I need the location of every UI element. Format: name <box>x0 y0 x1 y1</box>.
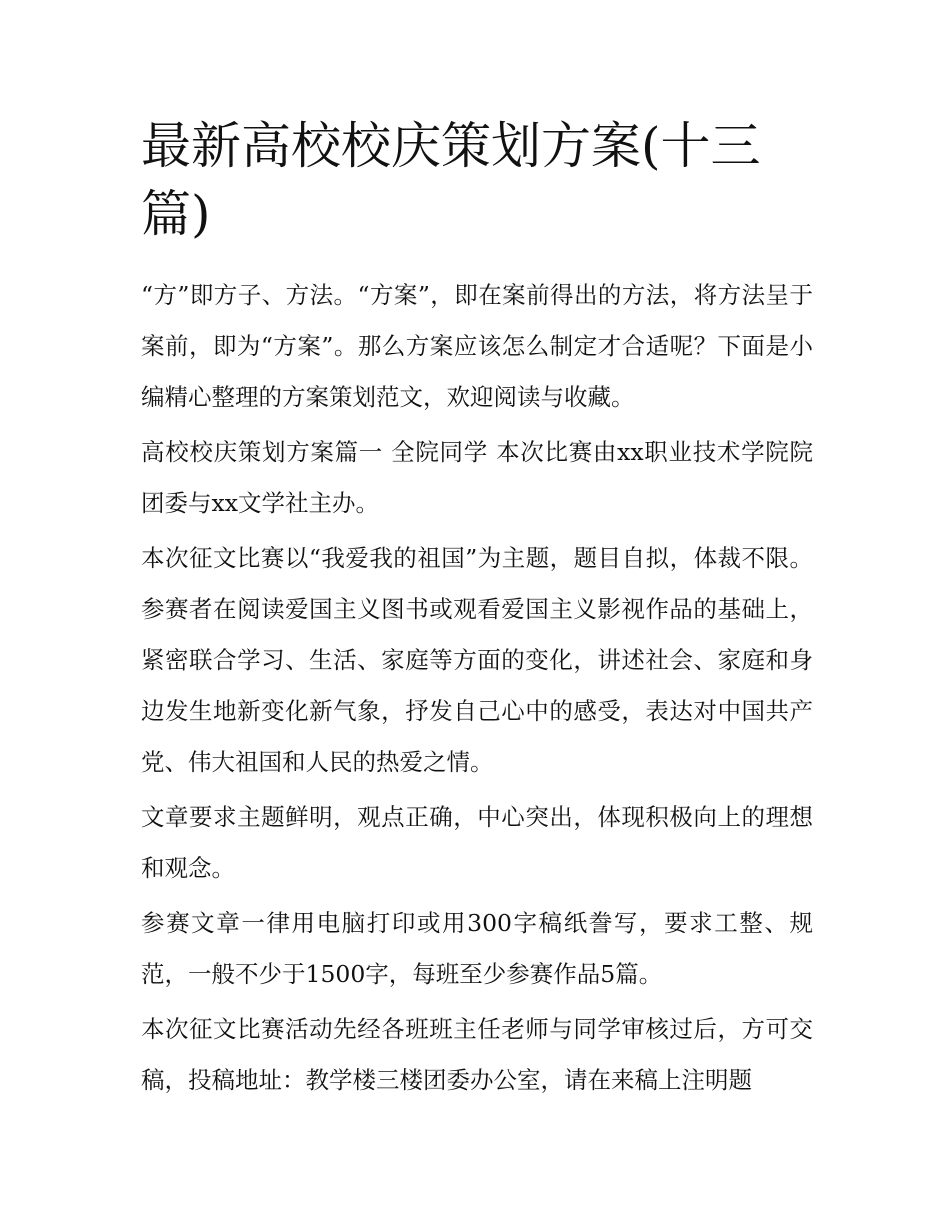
paragraph-requirements: 文章要求主题鲜明，观点正确，中心突出，体现积极向上的理想和观念。 <box>141 803 813 882</box>
document-title: 最新高校校庆策划方案(十三篇) <box>141 117 761 243</box>
paragraph-organizer: 高校校庆策划方案篇一 全院同学 本次比赛由xx职业技术学院院团委与xx文学社主办。 <box>141 438 813 517</box>
document-body <box>141 112 813 1110</box>
paragraph-theme: 本次征文比赛以“我爱我的祖国”为主题，题目自拟，体裁不限。参赛者在阅读爱国主义图书或观看爱国主义影视作品的基础上，紧密联合学习、生活、家庭等方面的变化，讲述社会、家庭和身边发生地新变化新气象，抒发自己心中的感受，表达对中国共产党、伟大祖国和人民的热爱之情。 <box>141 544 813 776</box>
paragraph-submission: 本次征文比赛活动先经各班班主任老师与同学审核过后，方可交稿，投稿地址：教学楼三楼团委办公室，请在来稿上注明题 <box>141 1015 813 1094</box>
paragraph-format: 参赛文章一律用电脑打印或用300字稿纸誊写，要求工整、规范，一般不少于1500字，每班至少参赛作品5篇。 <box>141 909 813 988</box>
paragraph-intro: “方”即方子、方法。“方案”，即在案前得出的方法，将方法呈于案前，即为“方案”。那么方案应该怎么制定才合适呢？下面是小编精心整理的方案策划范文，欢迎阅读与收藏。 <box>141 281 813 411</box>
